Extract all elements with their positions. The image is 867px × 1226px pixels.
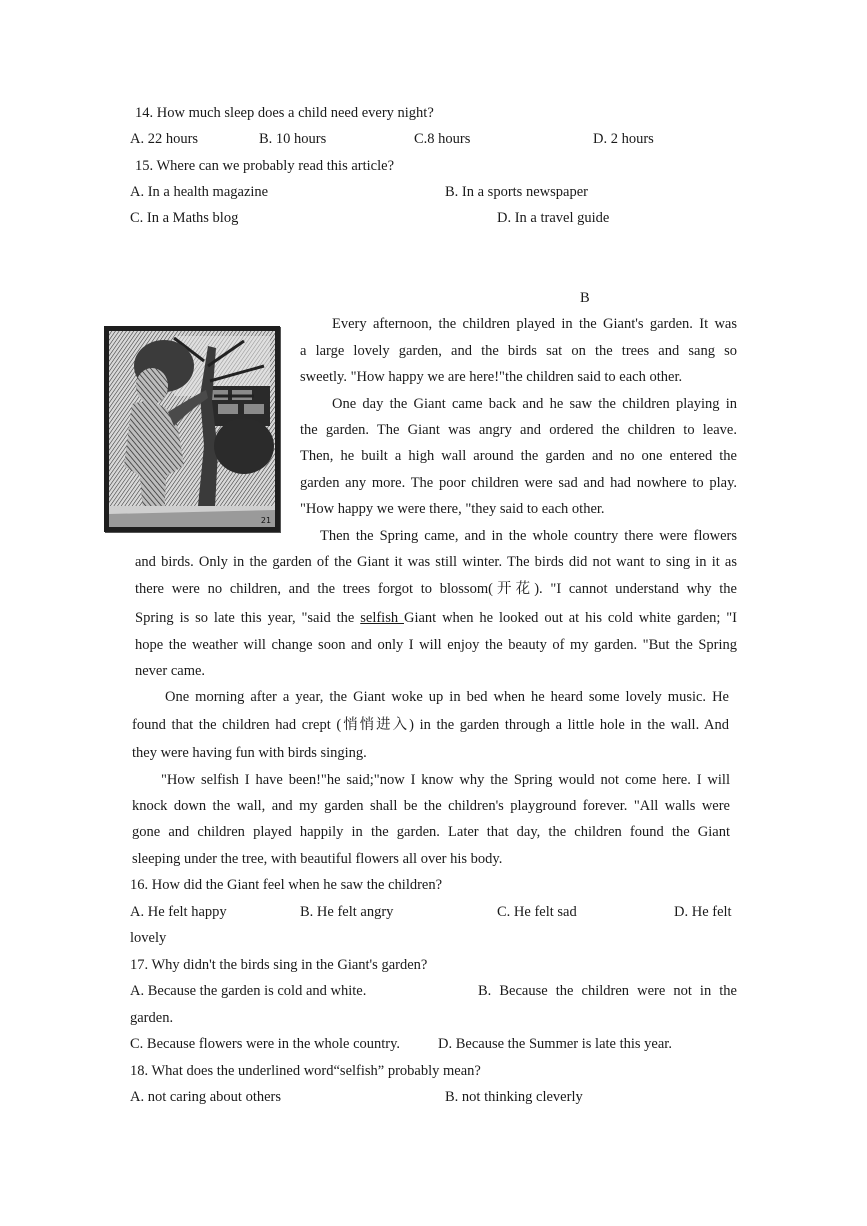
passage-p1-line3: sweetly. "How happy we are here!"the children said to each other. [300,369,683,385]
passage-p2-line3: Then, he built a high wall around the garden and no one entered the [300,448,737,464]
q14-option-d: D. 2 hours [593,131,654,147]
q15-option-d: D. In a travel guide [497,210,610,226]
passage-p3-line5: hope the weather will change soon and only I will enjoy the beauty of my garden. "But the Spring [135,637,737,653]
question-15: 15. Where can we probably read this article? [135,158,395,174]
q16-option-d-wrap: lovely [130,930,167,946]
passage-p5-line3: gone and children played happily in the garden. Later that day, the children found the Giant [132,824,730,840]
q17-option-d: D. Because the Summer is late this year. [438,1036,672,1052]
q18-option-a: A. not caring about others [130,1089,282,1105]
q17-option-a: A. Because the garden is cold and white. [130,983,367,999]
passage-p3-line4-after: Giant when he looked out at his cold white garden; "I [403,610,737,626]
passage-p5-line2: knock down the wall, and my garden shall be the children's playground forever. "All walls were [132,798,730,814]
q15-option-c: C. In a Maths blog [130,210,239,226]
passage-p2-line1: One day the Giant came back and he saw the children playing in [332,396,737,412]
passage-p3-line3: there were no children, and the trees forgot to blossom(开花). "I cannot understand why the [135,581,737,597]
passage-p3-line1: Then the Spring came, and in the whole country there were flowers [320,528,737,544]
giant-illustration [104,326,280,532]
passage-p2-line5: "How happy we were there, "they said to each other. [300,501,605,517]
q14-option-c: C.8 hours [414,131,471,147]
passage-p3-line4-before: Spring is so late this year, "said the [135,610,361,626]
question-16: 16. How did the Giant feel when he saw the children? [130,877,443,893]
section-label: B [580,290,590,306]
question-14: 14. How much sleep does a child need every night? [135,105,434,121]
passage-p3-line4 [135,609,737,627]
q14-option-a: A. 22 hours [130,131,199,147]
q17-option-b: B. Because the children were not in the [478,983,737,999]
passage-p1-line2: a large lovely garden, and the birds sat on the trees and sang so [300,343,737,359]
q16-option-a: A. He felt happy [130,904,227,920]
question-17: 17. Why didn't the birds sing in the Giant's garden? [130,957,428,973]
q15-option-a: A. In a health magazine [130,184,269,200]
passage-p3-line2: and birds. Only in the garden of the Giant it was still winter. The birds did not want to sing in it as [135,554,737,570]
q16-option-c: C. He felt sad [497,904,577,920]
q16-option-d: D. He felt [674,904,732,920]
passage-p1-line1: Every afternoon, the children played in the Giant's garden. It was [332,316,737,332]
question-18: 18. What does the underlined word“selfish” probably mean? [130,1063,481,1079]
q17-option-b-wrap: garden. [130,1010,174,1026]
q16-option-b: B. He felt angry [300,904,394,920]
q14-option-b: B. 10 hours [259,131,327,147]
q18-option-b: B. not thinking cleverly [445,1089,583,1105]
passage-p5-line4: sleeping under the tree, with beautiful flowers all over his body. [132,851,503,867]
passage-p4-line2: found that the children had crept (悄悄进入) in the garden through a little hole in the wall. And [132,717,729,733]
passage-p4-line3: they were having fun with birds singing. [132,745,367,761]
q17-option-c: C. Because flowers were in the whole country. [130,1036,401,1052]
q15-option-b: B. In a sports newspaper [445,184,588,200]
passage-p5-line1: "How selfish I have been!"he said;"now I know why the Spring would not come here. I will [161,772,730,788]
underlined-word-selfish: selfish [360,610,404,626]
passage-p3-line6: never came. [135,663,206,679]
passage-p4-line1: One morning after a year, the Giant woke up in bed when he heard some lovely music. He [165,689,729,705]
illustration-page-number: 21 [260,516,272,525]
passage-p2-line2: the garden. The Giant was angry and ordered the children to leave. [300,422,737,438]
passage-p2-line4: garden any more. The poor children were sad and had nowhere to play. [300,475,737,491]
